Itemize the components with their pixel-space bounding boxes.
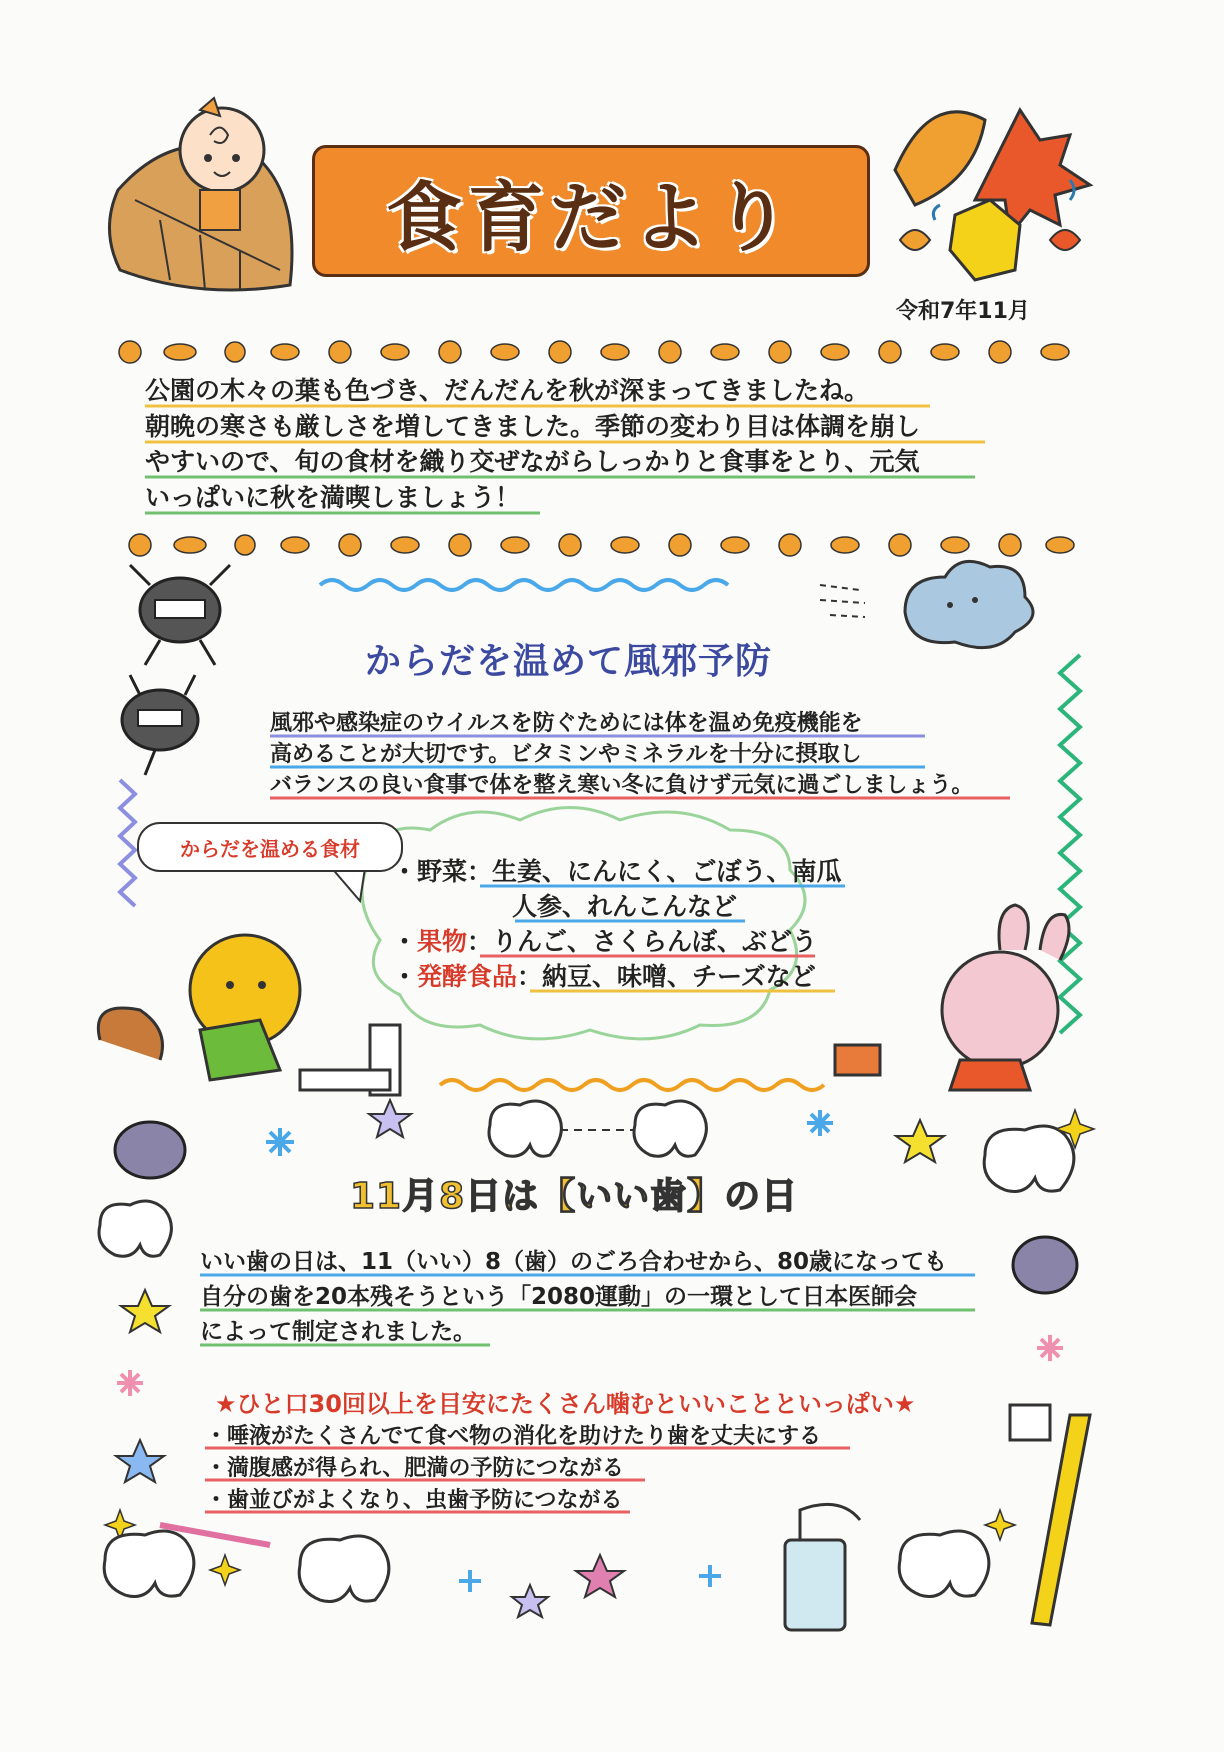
cold-line: 高めることが大切です。ビタミンやミネラルを十分に摂取し bbox=[270, 742, 862, 767]
teeth-line: 自分の歯を20本残そうという「2080運動」の一環として日本医師会 bbox=[200, 1284, 918, 1310]
issue-date: 令和7年11月 bbox=[896, 299, 1030, 324]
food-category: 果物 bbox=[417, 927, 468, 956]
food-row bbox=[392, 854, 842, 889]
food-sep: ： bbox=[467, 857, 493, 886]
intro-line: いっぱいに秋を満喫しましょう！ bbox=[145, 482, 521, 512]
food-row bbox=[392, 924, 842, 959]
chewing-tips-title: ★ひと口30回以上を目安にたくさん噛むといいことといっぱい★ bbox=[215, 1390, 916, 1418]
food-items: りんご、さくらんぼ、ぶどう bbox=[492, 927, 818, 956]
intro-line: やすいので、旬の食材を織り交ぜながらしっかりと食事をとり、元気 bbox=[145, 447, 920, 476]
food-items: 生姜、にんにく、ごぼう、南瓜 bbox=[492, 857, 842, 886]
food-sep: ： bbox=[517, 962, 543, 991]
wave-blue-divider bbox=[320, 580, 728, 590]
food-items: 人参、れんこんなど bbox=[512, 892, 738, 921]
food-bullet: ・ bbox=[392, 962, 418, 991]
wave-orange-divider bbox=[440, 1080, 824, 1090]
intro-line: 朝晩の寒さも厳しさを増してきました。季節の変わり目は体調を崩し bbox=[145, 411, 921, 441]
chewing-tips-list bbox=[205, 1421, 821, 1517]
cold-section-heading: からだを温めて風邪予防 bbox=[365, 641, 773, 682]
squirrel-handwash-icon bbox=[98, 935, 400, 1095]
toothpaste-icon bbox=[785, 1504, 860, 1630]
zigzag-green-right bbox=[1060, 655, 1080, 1033]
food-bullet: ・ bbox=[392, 857, 418, 886]
germ-icon bbox=[130, 565, 230, 665]
teeth-line: いい歯の日は、11（いい）8（歯）のごろ合わせから、80歳になっても bbox=[200, 1249, 948, 1275]
rabbit-gargle-icon bbox=[835, 905, 1069, 1090]
tip-item: ・満腹感が得られ、肥満の予防につながる bbox=[205, 1456, 624, 1481]
tip-item: ・歯並びがよくなり、虫歯予防につながる bbox=[205, 1488, 623, 1513]
cold-section-paragraph bbox=[270, 708, 1030, 801]
food-bullet: ・ bbox=[392, 927, 418, 956]
cold-line: バランスの良い食事で体を整え寒い冬に負けず元気に過ごしましょう。 bbox=[270, 773, 974, 798]
intro-paragraph bbox=[145, 373, 1045, 515]
teeth-section-paragraph bbox=[200, 1245, 980, 1350]
cold-line: 風邪や感染症のウイルスを防ぐためには体を温め免疫機能を bbox=[270, 711, 863, 736]
toothbrush-icon bbox=[1010, 1405, 1090, 1625]
baby-on-leaf-icon bbox=[109, 98, 292, 290]
food-row bbox=[392, 889, 842, 924]
wind-cloud-icon bbox=[820, 561, 1033, 647]
food-category: 野菜 bbox=[417, 857, 468, 886]
food-items: 納豆、味噌、チーズなど bbox=[542, 962, 816, 991]
teeth-section-heading: 11月8日は【いい歯】の日 bbox=[350, 1176, 799, 1217]
food-row bbox=[392, 959, 842, 994]
page-title: 食育だより bbox=[386, 172, 796, 262]
intro-line: 公園の木々の葉も色づき、だんだんを秋が深まってきましたね。 bbox=[145, 376, 870, 405]
zigzag-purple-left bbox=[120, 780, 135, 906]
tip-item: ・唾液がたくさんでて食べ物の消化を助けたり歯を丈夫にする bbox=[205, 1424, 822, 1449]
germ-icon bbox=[122, 675, 198, 775]
autumn-leaves-icon bbox=[895, 110, 1090, 280]
squirrel-border-top bbox=[119, 341, 1069, 363]
food-category: 発酵食品 bbox=[417, 962, 518, 991]
teeth-line: によって制定されました。 bbox=[200, 1319, 476, 1345]
warming-foods-bubble bbox=[137, 822, 403, 872]
title-banner bbox=[312, 145, 870, 277]
warming-foods-label: からだを温める食材 bbox=[180, 836, 360, 861]
food-sep: ： bbox=[467, 927, 493, 956]
squirrel-border-bottom bbox=[129, 534, 1074, 556]
warming-foods-list bbox=[392, 854, 842, 994]
